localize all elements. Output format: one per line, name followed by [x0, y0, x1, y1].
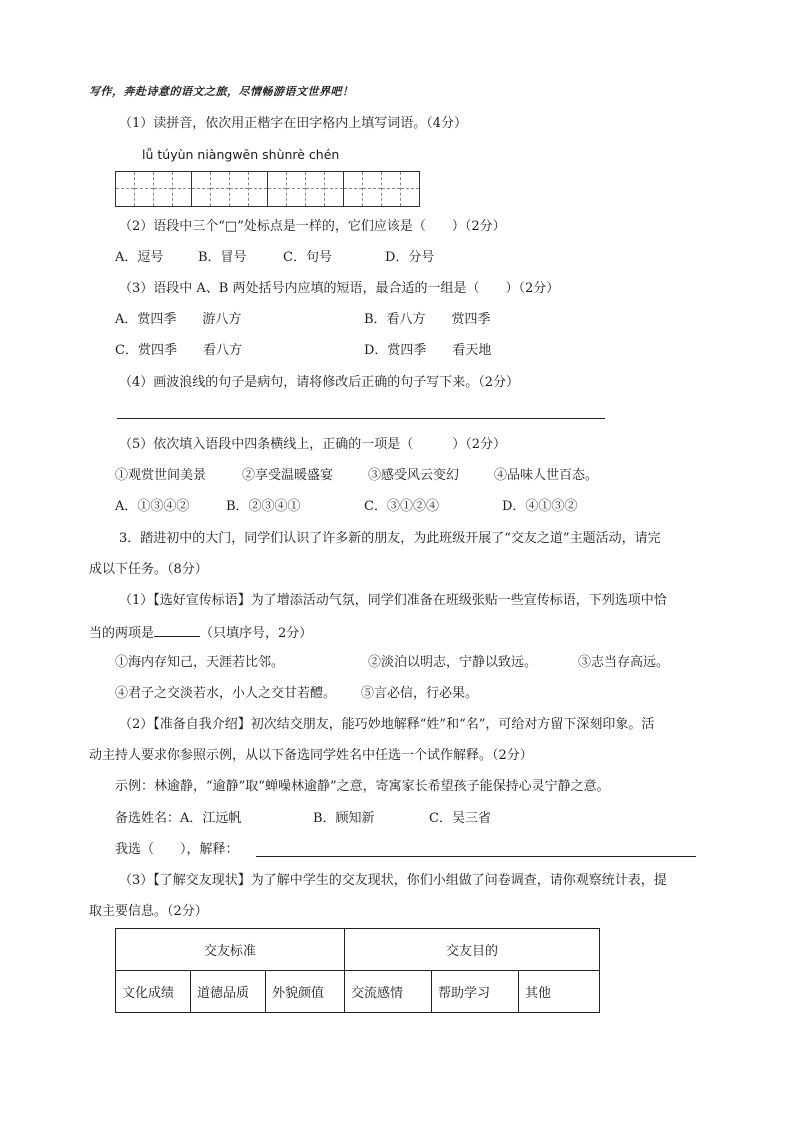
table-header-row: [116, 929, 600, 971]
table-row: [116, 971, 600, 1013]
char-cell[interactable]: [153, 172, 172, 206]
slogan-3: ③志当存高远。: [578, 655, 670, 670]
sub2-answer-line[interactable]: [256, 856, 696, 857]
word-box-4[interactable]: [344, 171, 420, 207]
char-cell[interactable]: [229, 172, 248, 206]
q2-option-d[interactable]: D．分号: [385, 250, 435, 265]
sub3-line1: （3）【了解交友现状】为了解中学生的交友现状，你们小组做了问卷调查，请你观察统计表，提: [119, 873, 667, 888]
q5-prompt: （5）依次填入语段中四条横线上，正确的一项是（ ）（2分）: [119, 437, 507, 452]
q5-item-3: ③感受风云变幻: [368, 468, 460, 483]
intro-text: 写作，奔赴诗意的语文之旅，尽情畅游语文世界吧！: [89, 85, 354, 98]
q2-option-a[interactable]: A．逗号: [115, 250, 164, 265]
table-header-standard: 交友标准: [116, 929, 345, 971]
q1-pinyin: lǚ túyùn niàngwēn shùnrè chén: [142, 147, 340, 162]
sub1-line2-post: （只填序号，2分）: [200, 626, 313, 641]
name-option-a[interactable]: 备选姓名：A．江远帆: [115, 811, 242, 826]
q5-option-d[interactable]: D．④①③②: [502, 499, 578, 514]
sub2-line1: （2）【准备自我介绍】初次结交朋友，能巧妙地解释“姓”和“名”，可给对方留下深刻印象。活: [119, 717, 655, 732]
q5-item-4: ④品味人世百态。: [494, 468, 599, 483]
char-cell[interactable]: [324, 172, 343, 206]
slogan-4: ④君子之交淡若水，小人之交甘若醴。: [115, 686, 337, 701]
table-cell: 帮助学习: [432, 971, 519, 1013]
survey-table: [115, 928, 600, 1013]
slogan-2: ②淡泊以明志，宁静以致远。: [368, 655, 538, 670]
q2-option-c[interactable]: C．句号: [283, 250, 332, 265]
char-cell[interactable]: [344, 172, 362, 206]
sub2-line2: 动主持人要求你参照示例，从以下备选同学姓名中任选一个试作解释。（2分）: [89, 748, 533, 763]
q3-option-c[interactable]: C．赏四季 看八方: [115, 343, 242, 358]
name-option-c[interactable]: C．吴三省: [429, 811, 491, 826]
char-cell[interactable]: [400, 172, 419, 206]
word-box-2[interactable]: [192, 171, 268, 207]
sub2-choice: 我选（ ），解释：: [115, 842, 239, 857]
q3-option-a[interactable]: A．赏四季 游八方: [115, 312, 242, 327]
q5-option-a[interactable]: A．①③④②: [115, 499, 190, 514]
table-header-purpose: 交友目的: [345, 929, 600, 971]
q5-item-2: ②享受温暖盛宴: [242, 468, 334, 483]
char-cell[interactable]: [134, 172, 153, 206]
sub1-answer-blank[interactable]: [154, 624, 200, 637]
section3-intro-line1: 3．踏进初中的大门，同学们认识了许多新的朋友，为此班级开展了“交友之道”主题活动，请完: [119, 531, 661, 546]
q2-option-b[interactable]: B．冒号: [198, 250, 247, 265]
char-cell[interactable]: [381, 172, 400, 206]
slogan-1: ①海内存知己，天涯若比邻。: [115, 655, 285, 670]
q4-prompt: （4）画波浪线的句子是病句，请将修改后正确的句子写下来。（2分）: [119, 375, 520, 390]
q5-option-b[interactable]: B．②③④①: [226, 499, 301, 514]
char-cell[interactable]: [305, 172, 324, 206]
table-cell: 道德品质: [191, 971, 266, 1013]
q3-prompt: （3）语段中 A、B 两处括号内应填的短语，最合适的一组是（ ）（2分）: [119, 281, 560, 296]
q1-prompt: （1）读拼音，依次用正楷字在田字格内上填写词语。（4分）: [119, 116, 468, 131]
sub3-line2: 取主要信息。（2分）: [89, 904, 208, 919]
q5-item-1: ①观赏世间美景: [115, 468, 207, 483]
char-cell[interactable]: [192, 172, 210, 206]
word-box-1[interactable]: [115, 171, 192, 207]
char-cell[interactable]: [268, 172, 286, 206]
table-cell: 交流感情: [345, 971, 432, 1013]
section3-intro-line2: 成以下任务。（8分）: [89, 562, 208, 577]
sub2-example: 示例：林逾静，“逾静”取“蝉噪林逾静”之意，寄寓家长希望孩子能保持心灵宁静之意。: [115, 779, 610, 794]
char-cell[interactable]: [248, 172, 267, 206]
char-cell[interactable]: [172, 172, 191, 206]
q3-option-d[interactable]: D．赏四季 看天地: [364, 343, 492, 358]
table-cell: 其他: [519, 971, 600, 1013]
table-cell: 文化成绩: [116, 971, 191, 1013]
sub1-line2: [89, 624, 312, 642]
char-cell[interactable]: [116, 172, 134, 206]
slogan-5: ⑤言必信，行必果。: [361, 686, 479, 701]
q5-option-c[interactable]: C．③①②④: [364, 499, 439, 514]
sub1-line2-pre: 当的两项是: [89, 626, 155, 641]
q3-option-b[interactable]: B．看八方 赏四季: [364, 312, 491, 327]
char-cell[interactable]: [210, 172, 229, 206]
sub1-line1: （1）【选好宣传标语】为了增添活动气氛，同学们准备在班级张贴一些宣传标语，下列选项中恰: [119, 593, 667, 608]
name-option-b[interactable]: B．顾知新: [313, 811, 375, 826]
char-cell[interactable]: [286, 172, 305, 206]
word-box-3[interactable]: [268, 171, 344, 207]
char-cell[interactable]: [362, 172, 381, 206]
table-cell: 外貌颜值: [266, 971, 345, 1013]
q4-answer-line[interactable]: [117, 418, 605, 419]
tian-zi-ge-grid[interactable]: [115, 171, 420, 207]
q2-prompt: （2）语段中三个“□”处标点是一样的，它们应该是（ ）（2分）: [119, 219, 506, 234]
